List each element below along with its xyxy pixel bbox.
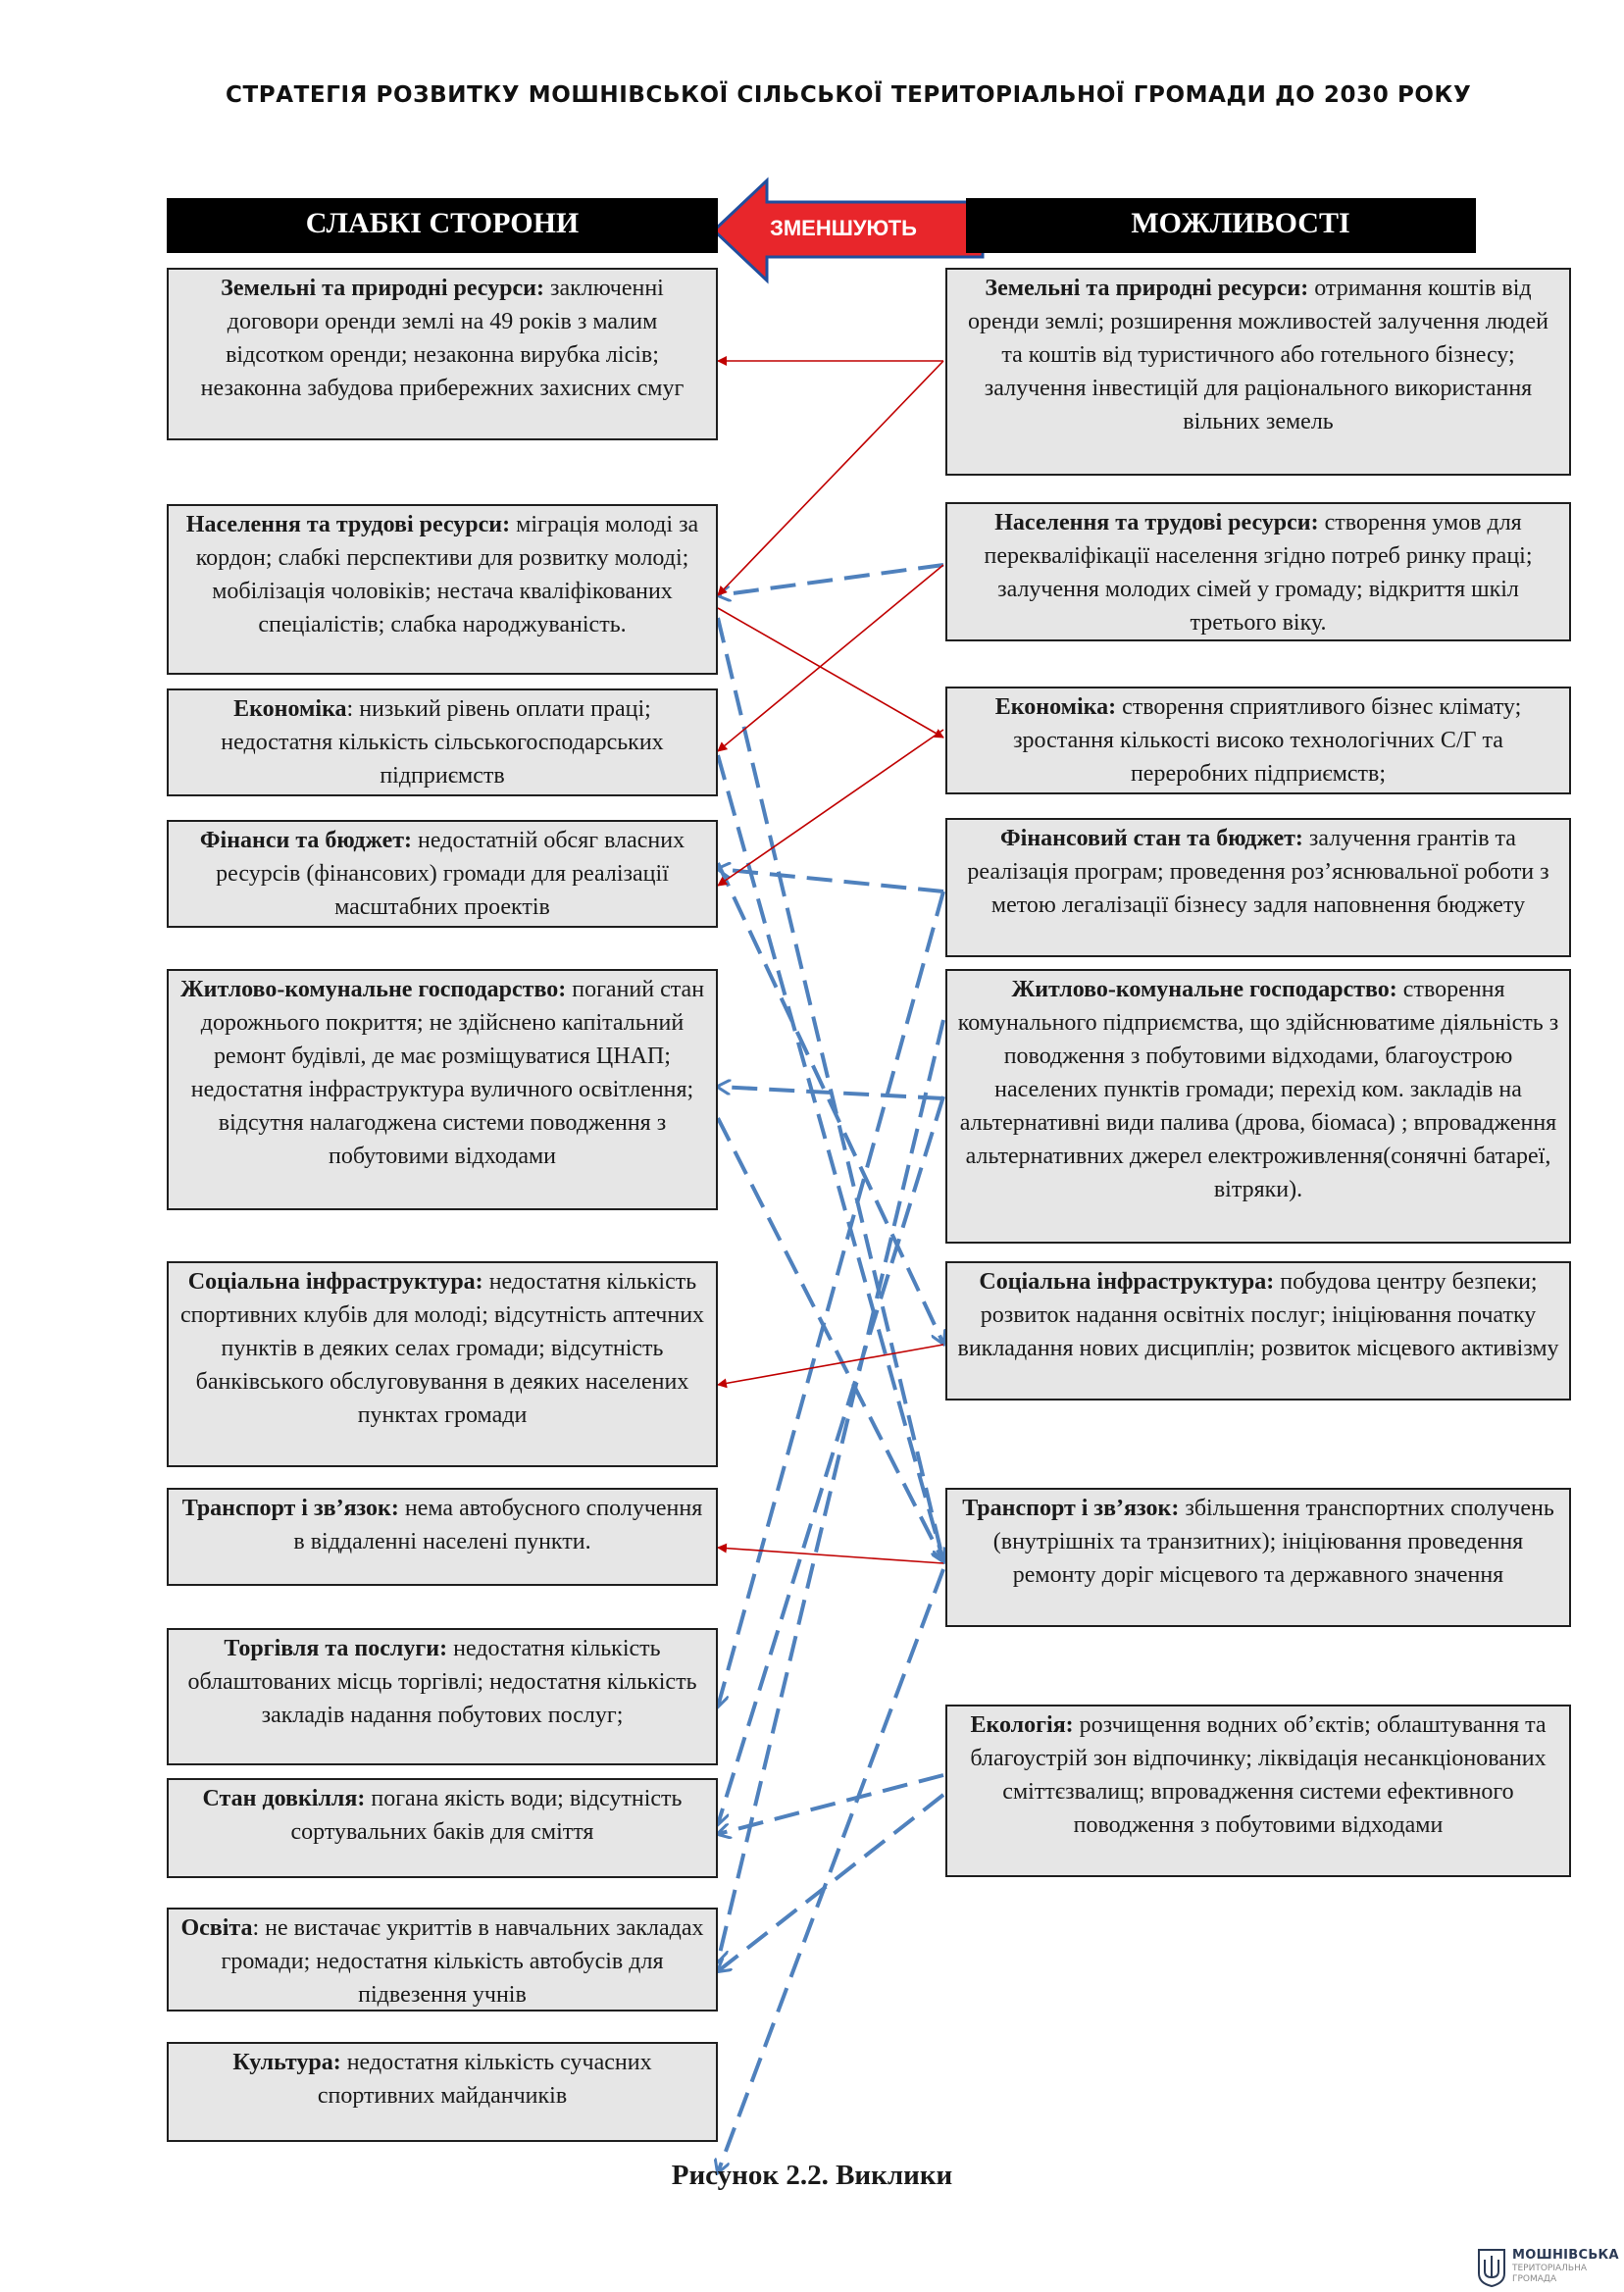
weakness-box-social bbox=[167, 1261, 718, 1467]
weaknesses-header: СЛАБКІ СТОРОНИ bbox=[167, 198, 718, 253]
solid-links bbox=[718, 361, 943, 1563]
weakness-text: недостатня кількість облаштованих місць торгівлі; недостатня кількість закладів надання побутових послуг; bbox=[187, 1636, 697, 1728]
weakness-box-population bbox=[167, 504, 718, 675]
reduce-arrow bbox=[714, 180, 983, 280]
weakness-box-land bbox=[167, 268, 718, 440]
opportunity-title: Економіка: bbox=[994, 694, 1117, 720]
weakness-text: міграція молоді за кордон; слабкі перспективи для розвитку молоді; мобілізація чоловіків; нестача кваліфікованих спеціалістів; слабка народжуваність. bbox=[195, 512, 699, 637]
opportunity-box-land bbox=[945, 268, 1571, 476]
opportunity-box-finance bbox=[945, 818, 1571, 957]
figure-caption: Рисунок 2.2. Виклики bbox=[671, 2160, 953, 2191]
weakness-text: недостатня кількість сучасних спортивних майданчиків bbox=[317, 2050, 652, 2109]
opportunities-header: МОЖЛИВОСТІ bbox=[966, 198, 1476, 253]
opportunity-text: створення сприятливого бізнес клімату; зростання кількості високо технологічних С/Г та переробних підприємств; bbox=[1013, 694, 1522, 787]
opportunity-title: Житлово-комунальне господарство: bbox=[1011, 977, 1397, 1002]
weakness-box-transport bbox=[167, 1488, 718, 1586]
dashed-link-0 bbox=[718, 565, 943, 595]
weakness-title: Економіка bbox=[233, 696, 347, 722]
opportunity-text: розчищення водних об’єктів; облаштування та благоустрій зон відпочинку; ліквідація несанкціонованих сміттєзвалищ; впровадження системи ефективного поводження з побутовими відходами bbox=[970, 1712, 1547, 1838]
weakness-text: : не вистачає укриттів в навчальних закладах громади; недостатня кількість автобусів для підвезення учнів bbox=[221, 1915, 704, 2008]
weakness-text: поганий стан дорожнього покриття; не здійснено капітальний ремонт будівлі, де має розміщуватися ЦНАП; недостатня інфраструктура вуличного освітлення; відсутня налагоджена системи поводження з побутовими відходами bbox=[190, 977, 705, 1169]
weakness-title: Культура: bbox=[232, 2050, 341, 2075]
logo-title: МОШНІВСЬКА bbox=[1512, 2248, 1619, 2263]
opportunity-text: отримання коштів від оренди землі; розширення можливостей залучення людей та коштів від туристичного або готельного бізнесу; залучення інвестицій для раціонального використання вільних земель bbox=[968, 276, 1548, 434]
logo-subtitle: ТЕРИТОРІАЛЬНА ГРОМАДА bbox=[1512, 2264, 1588, 2284]
weakness-text: : низький рівень оплати праці; недостатня кількість сільськогосподарських підприємств bbox=[221, 696, 664, 789]
trident-shield-icon bbox=[1477, 2248, 1506, 2287]
solid-link-6 bbox=[718, 1548, 943, 1563]
solid-link-2 bbox=[718, 565, 943, 751]
opportunity-text: побудова центру безпеки; розвиток надання освітніх послуг; ініціювання початку викладання нових дисциплін; розвиток місцевого активізму bbox=[957, 1269, 1559, 1361]
opportunity-text: створення комунального підприємства, що здійснюватиме діяльність з поводження з побутовими відходами, благоустрою населених пунктів громади; перехід ком. закладів на альтернативні види палива (дрова, біомаса) ; впровадження альтернативних джерел електроживлення(сонячні батареї, вітряки). bbox=[957, 977, 1559, 1202]
weakness-title: Транспорт і зв’язок: bbox=[181, 1496, 399, 1521]
weakness-box-education bbox=[167, 1908, 718, 2012]
dashed-link-6 bbox=[718, 863, 943, 1344]
opportunity-title: Фінансовий стан та бюджет: bbox=[1000, 826, 1303, 851]
dashed-link-7 bbox=[718, 1096, 943, 1824]
weakness-text: недостатня кількість спортивних клубів для молоді; відсутність аптечних пунктів в деяких селах громади; відсутність банківського обслуговування в деяких населених пунктах громади bbox=[179, 1269, 705, 1428]
opportunity-title: Екологія: bbox=[970, 1712, 1074, 1738]
opportunity-text: залучення грантів та реалізація програм; проведення роз’яснювальної роботи з метою легалізації бізнесу задля наповнення бюджету bbox=[967, 826, 1549, 918]
opportunity-box-economy bbox=[945, 687, 1571, 794]
weakness-title: Торгівля та послуги: bbox=[224, 1636, 448, 1661]
opportunity-box-ecology bbox=[945, 1705, 1571, 1877]
weakness-title: Житлово-комунальне господарство: bbox=[179, 977, 567, 1002]
weakness-box-culture bbox=[167, 2042, 718, 2142]
opportunity-title: Земельні та природні ресурси: bbox=[985, 276, 1309, 301]
dashed-link-11 bbox=[718, 1569, 943, 2172]
solid-link-5 bbox=[718, 1345, 943, 1385]
weakness-box-finance bbox=[167, 820, 718, 928]
weakness-title: Освіта bbox=[180, 1915, 253, 1941]
solid-link-4 bbox=[718, 608, 943, 738]
dashed-link-5 bbox=[718, 891, 943, 1706]
page-header: СТРАТЕГІЯ РОЗВИТКУ МОШНІВСЬКОЇ СІЛЬСЬКОЇ ТЕРИТОРІАЛЬНОЇ ГРОМАДИ ДО 2030 РОКУ bbox=[226, 82, 1472, 108]
opportunity-title: Транспорт і зв’язок: bbox=[962, 1496, 1180, 1521]
weakness-text: погана якість води; відсутність сортувальних баків для сміття bbox=[290, 1786, 683, 1845]
weakness-title: Стан довкілля: bbox=[202, 1786, 366, 1811]
opportunity-text: створення умов для перекваліфікації населення згідно потреб ринку праці; залучення молодих сімей у громаду; відкриття шкіл третього віку. bbox=[984, 510, 1533, 636]
opportunity-box-population bbox=[945, 502, 1571, 641]
opportunity-text: збільшення транспортних сполучень (внутрішніх та транзитних); ініціювання проведення ремонту доріг місцевого та державного значення bbox=[992, 1496, 1554, 1588]
weakness-title: Фінанси та бюджет: bbox=[199, 828, 413, 853]
opportunity-box-transport bbox=[945, 1488, 1571, 1627]
weakness-text: заключенні договори оренди землі на 49 років з малим відсотком оренди; незаконна вирубка лісів; незаконна забудова прибережних захисних смуг bbox=[200, 276, 685, 401]
opportunity-title: Населення та трудові ресурси: bbox=[994, 510, 1319, 535]
weakness-box-trade bbox=[167, 1628, 718, 1765]
weakness-text: недостатній обсяг власних ресурсів (фінансових) громади для реалізації масштабних проектів bbox=[216, 828, 685, 920]
community-logo bbox=[1477, 2242, 1624, 2292]
opportunity-box-social bbox=[945, 1261, 1571, 1401]
solid-link-1 bbox=[718, 361, 943, 595]
reduce-arrow-label: ЗМЕНШУЮТЬ bbox=[770, 216, 917, 240]
weakness-box-housing bbox=[167, 969, 718, 1210]
weakness-box-economy bbox=[167, 688, 718, 796]
weakness-title: Земельні та природні ресурси: bbox=[221, 276, 544, 301]
weakness-title: Населення та трудові ресурси: bbox=[185, 512, 511, 537]
solid-link-3 bbox=[718, 730, 943, 886]
weakness-title: Соціальна інфраструктура: bbox=[187, 1269, 483, 1295]
dashed-links bbox=[718, 565, 943, 2172]
opportunity-title: Соціальна інфраструктура: bbox=[979, 1269, 1275, 1295]
weakness-text: нема автобусного сполучення в віддаленні населені пункти. bbox=[293, 1496, 703, 1554]
weakness-box-environment bbox=[167, 1778, 718, 1878]
dashed-link-3 bbox=[718, 755, 943, 1561]
opportunity-box-housing bbox=[945, 969, 1571, 1244]
